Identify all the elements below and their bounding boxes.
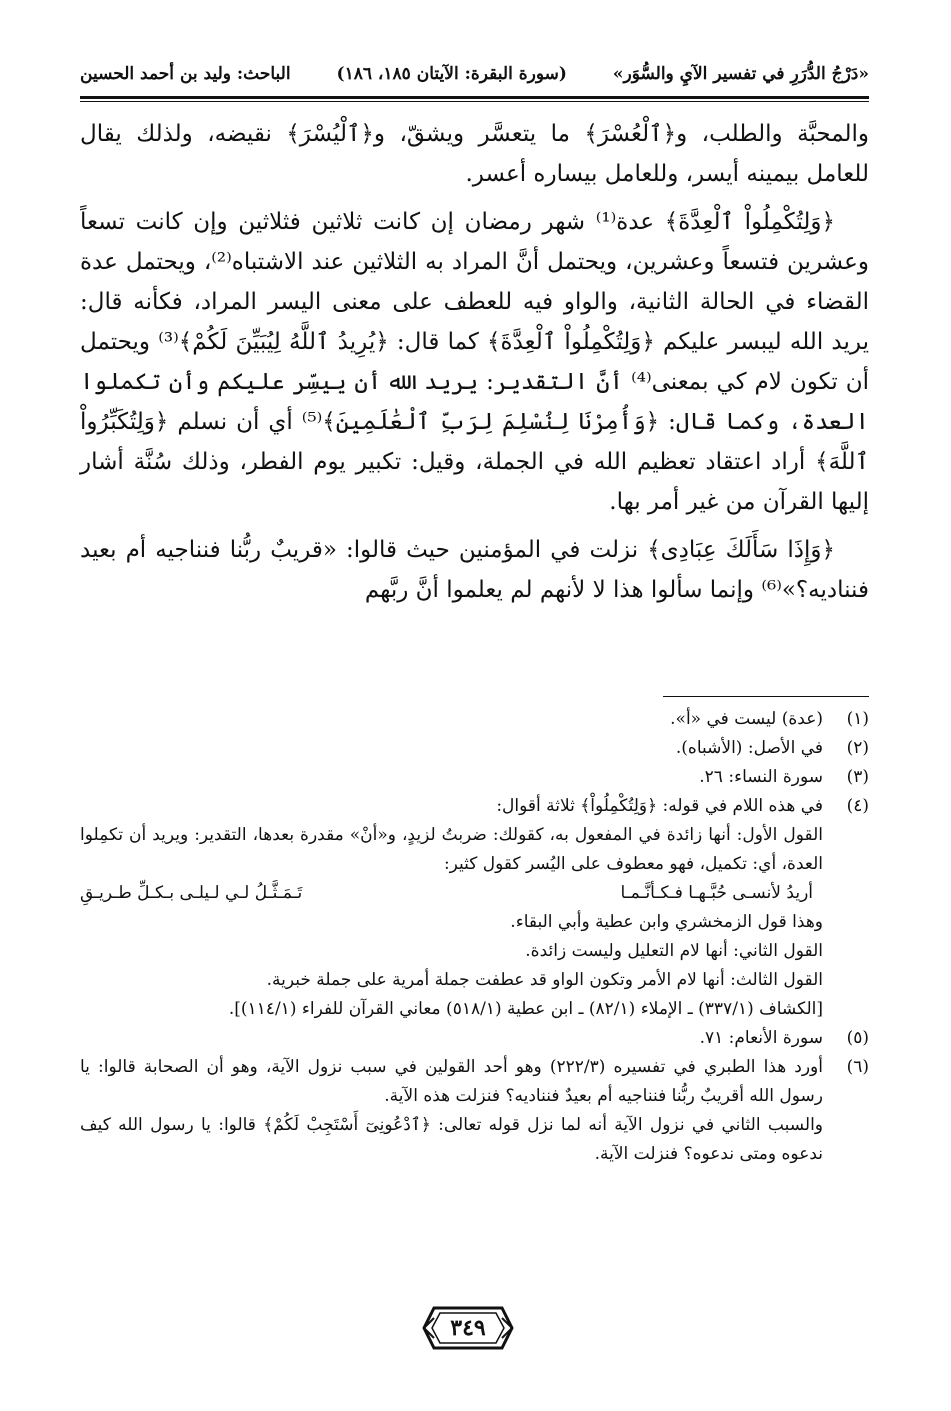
- running-header: [80, 52, 869, 96]
- footnote-6: [80, 1053, 869, 1169]
- footnote-text: في الأصل: (الأشباه).: [675, 738, 823, 758]
- header-book-title: «دَرْجُ الدُّرَرِ في تفسير الآيِ والسُّوَر»: [612, 64, 869, 84]
- footnote-number: (٢): [846, 738, 869, 758]
- paragraph: ﴿وَإِذَا سَأَلَكَ عِبَادِى﴾ نزلت في المؤمنين حيث قالوا: «قريبٌ ربُّنا فنناجيه أم بعيد فنناديه؟»⁽⁶⁾ وإنما سألوا هذا لا لأنهم لم يعلموا أنَّ ربَّهم: [80, 537, 869, 603]
- header-researcher: الباحث: وليد بن أحمد الحسين: [80, 64, 291, 84]
- footnote-text: سورة الأنعام: ٧١.: [699, 1028, 823, 1048]
- footnote-number: (١): [846, 709, 869, 729]
- footnote-4: [80, 792, 869, 1024]
- footnote-text: القول الثالث: أنها لام الأمر وتكون الواو قد عطفت جملة أمرية على جملة خبرية.: [266, 970, 823, 990]
- poetry-verse: [80, 879, 823, 908]
- page-number-ornament: [420, 1302, 516, 1354]
- main-text: [80, 114, 869, 618]
- footnote-text: أورد هذا الطبري في تفسيره (٢٢٢/٣) وهو أحد القولين في سبب نزول الآية، وهو أن الصحابة قالوا: يا رسول الله أقريبٌ ربُّنا فنناجيه أم بعيدٌ فنناديه؟ فنزلت هذه الآية.: [80, 1057, 823, 1106]
- footnote-number: (٤): [846, 796, 869, 816]
- footnotes: [80, 705, 869, 1169]
- footnote-text: (عدة) ليست في «أ».: [670, 709, 823, 729]
- verse-hemistich-first: أريدُ لأنسـى حُبَّـهـا فـكـأنَّـمـا: [620, 883, 813, 903]
- header-surah-ref: (سورة البقرة: الآيتان ١٨٥، ١٨٦): [336, 64, 567, 84]
- footnote-5: [80, 1024, 869, 1053]
- footnote-number: (٣): [846, 767, 869, 787]
- footnote-text: القول الثاني: أنها لام التعليل وليست زائدة.: [525, 941, 823, 961]
- page-number: ٣٤٩: [450, 1315, 486, 1341]
- footnote-number: (٦): [846, 1057, 869, 1077]
- paragraph: والمحبَّة والطلب، و﴿ٱلْعُسْرَ﴾ ما يتعسَّر ويشقّ، و﴿ٱلْيُسْرَ﴾ نقيضه، ولذلك يقال للعامل بيمينه أيسر، وللعامل بيساره أعسر.: [80, 121, 869, 187]
- footnote-number: (٥): [846, 1028, 869, 1048]
- footnote-separator: [663, 696, 869, 697]
- header-rule-thin: [80, 101, 869, 102]
- verse-hemistich-second: تَـمَـثَّـلُ لـي لـيلـى بـكـلِّ طـريـقِ: [80, 883, 303, 903]
- footnote-1: [80, 705, 869, 734]
- footnote-text: والسبب الثاني في نزول الآية أنه لما نزل قوله تعالى: ﴿ٱدْعُونِىٓ أَسْتَجِبْ لَكُمْ﴾ قالوا: يا رسول الله كيف ندعوه ومتى ندعوه؟ فنزلت الآية.: [80, 1115, 823, 1164]
- header-rule: [80, 96, 869, 99]
- footnote-text: وهذا قول الزمخشري وابن عطية وأبي البقاء.: [510, 912, 823, 932]
- paragraph: ﴿وَلِتُكْمِلُواْ ٱلْعِدَّةَ﴾ عدة⁽¹⁾ شهر رمضان إن كانت ثلاثين فثلاثين وإن كانت تسعاً وعشرين فتسعاً وعشرين، ويحتمل أنَّ المراد به الثلاثين عند الاشتباه⁽²⁾، ويحتمل عدة القضاء في الحالة الثانية، والواو فيه للعطف على معنى اليسر المراد، فكأنه قال: يريد الله ليبسر عليكم ﴿وَلِتُكْمِلُواْ ٱلْعِدَّةَ﴾ كما قال: ﴿يُرِيدُ ٱللَّهُ لِيُبَيِّنَ لَكُمْ﴾⁽³⁾ ويحتمل أن تكون لام كي بمعنى⁽⁴⁾ أنَّ التقدير: يريد الله أن ييسِّر عليكم وأن تكملوا العدة، وكما قال: ﴿وَأُمِرْنَا لِنُسْلِمَ لِرَبِّ ٱلْعَٰلَمِينَ﴾⁽⁵⁾ أي أن نسلم ﴿وَلِتُكَبِّرُواْ ٱللَّهَ﴾ أراد اعتقاد تعظيم الله في الجملة، وقيل: تكبير يوم الفطر، وذلك سُنَّة أشار إليها القرآن من غير أمر بها.: [80, 209, 870, 515]
- footnote-text: في هذه اللام في قوله: ﴿وَلِتُكْمِلُواْ﴾ ثلاثة أقوال:: [496, 796, 823, 816]
- footnote-text: سورة النساء: ٢٦.: [699, 767, 823, 787]
- footnote-text: [الكشاف (٣٣٧/١) ـ الإملاء (٨٢/١) ـ ابن عطية (٥١٨/١) معاني القرآن للفراء (١١٤/١)].: [228, 999, 823, 1019]
- footnote-text: القول الأول: أنها زائدة في المفعول به، كقولك: ضربتُ لزيدٍ، و«أنْ» مقدرة بعدها، التقدير: ويريد أن تكمِلوا العدة، أي: تكميل، فهو معطوف على اليُسر كقول كثير:: [80, 825, 823, 874]
- footnote-3: [80, 763, 869, 792]
- footnote-2: [80, 734, 869, 763]
